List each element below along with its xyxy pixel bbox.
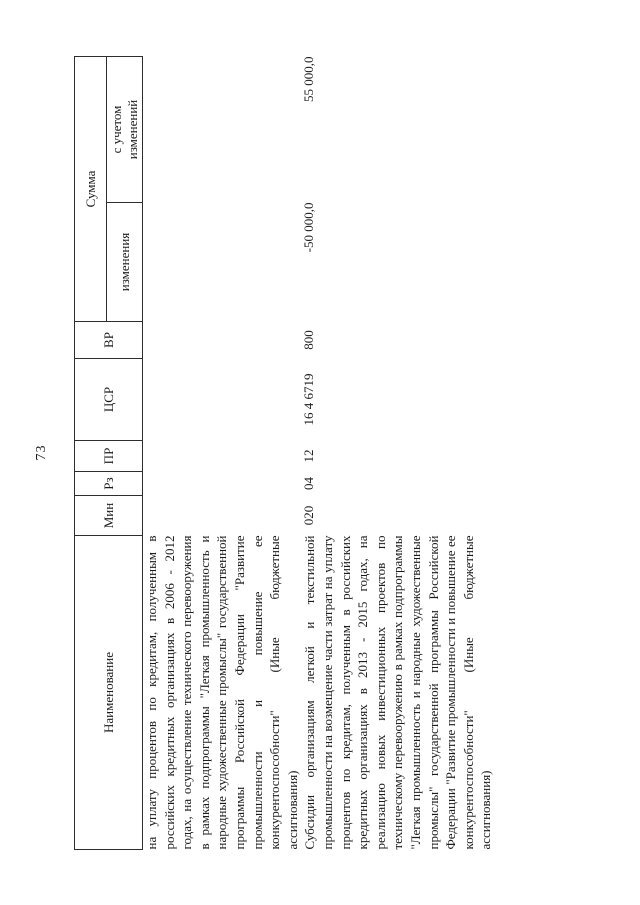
column-header-sum-change: изменения xyxy=(107,203,143,322)
row-rz-code xyxy=(143,472,302,496)
table-row-subsidy-entry xyxy=(301,57,495,850)
row-csr-code: 16 4 6719 xyxy=(301,373,317,426)
column-header-sum-adjusted xyxy=(107,57,143,203)
column-header-min: Мин xyxy=(75,496,143,536)
table-row-continuation xyxy=(143,57,302,850)
row-change-amount: -50 000,0 xyxy=(301,202,317,253)
row-name-text: на уплату процентов по кредитам, полученным в российских кредитных организациях в 2006 - 2012 годах, на осуществление технического перевооружения в рамках подпрограммы "Легкая промышленность и народные художественные промыслы" государственной программы Российской Федерации "Развитие промышленности и повышение ее конкурентоспособности" (Иные бюджетные ассигнования) xyxy=(144,535,300,850)
row-pr-code: 12 xyxy=(301,449,317,463)
row-adjusted-amount xyxy=(143,57,302,203)
row-rz-code: 04 xyxy=(301,477,317,490)
row-min-code: 020 xyxy=(301,505,317,526)
column-header-pr: ПР xyxy=(75,441,143,472)
page-number: 73 xyxy=(34,444,49,461)
column-header-sum-adjusted-label: с учетом изменений xyxy=(108,99,140,160)
column-header-vr: ВР xyxy=(75,322,143,359)
row-csr-code xyxy=(143,359,302,441)
row-min-code xyxy=(143,496,302,536)
row-change-amount xyxy=(143,203,302,322)
row-name-text: Субсидии организациям легкой и текстильной промышленности на возмещение части затрат на уплату процентов по кредитам, полученным в российских кредитных организациях в 2013 - 2015 годах, на реализацию новых инвестиционных проектов по техническому перевооружению в рамках подпрограммы "Легкая промышленность и народные художественные промыслы" государственной программы Российской Федерации "Развитие промышленности и повышение ее конкурентоспособности" (Иные бюджетные ассигнования) xyxy=(302,535,494,850)
column-header-rz: Рз xyxy=(75,472,143,496)
row-vr-code xyxy=(143,322,302,359)
column-header-csr: ЦСР xyxy=(75,359,143,441)
budget-amendments-table xyxy=(74,56,495,850)
row-vr-code: 800 xyxy=(301,330,317,350)
row-pr-code xyxy=(143,441,302,472)
row-adjusted-amount: 55 000,0 xyxy=(301,56,317,102)
column-header-name: Наименование xyxy=(75,536,143,850)
column-header-sum: Сумма xyxy=(75,57,107,322)
